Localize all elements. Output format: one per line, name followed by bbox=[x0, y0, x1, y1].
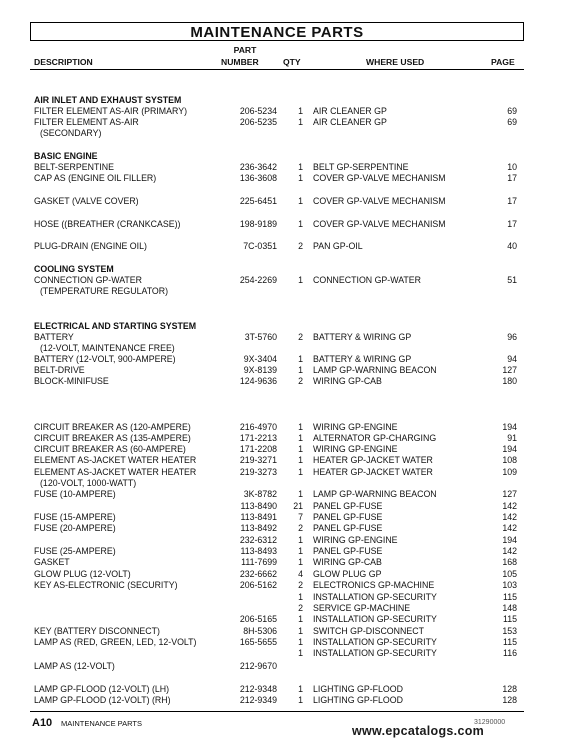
row-description: ELEMENT AS-JACKET WATER HEATER bbox=[34, 455, 197, 465]
table-row bbox=[0, 173, 564, 184]
row-page: 180 bbox=[502, 376, 517, 386]
row-part-number: 113-8493 bbox=[240, 546, 277, 556]
table-row bbox=[0, 648, 564, 659]
table-row bbox=[0, 117, 564, 128]
row-description: BATTERY bbox=[34, 332, 74, 342]
table-row bbox=[0, 343, 564, 354]
row-page: 17 bbox=[507, 196, 517, 206]
row-where-used: AIR CLEANER GP bbox=[313, 106, 387, 116]
row-page: 116 bbox=[502, 648, 517, 658]
row-where-used: LAMP GP-WARNING BEACON bbox=[313, 489, 437, 499]
row-qty: 1 bbox=[298, 489, 303, 499]
row-part-number: 225-6451 bbox=[239, 196, 277, 206]
row-where-used: PAN GP-OIL bbox=[313, 241, 363, 251]
table-row bbox=[0, 501, 564, 512]
row-description: KEY (BATTERY DISCONNECT) bbox=[34, 626, 160, 636]
row-description: COOLING SYSTEM bbox=[34, 264, 114, 274]
row-page: 115 bbox=[502, 614, 517, 624]
row-part-number: 206-5162 bbox=[239, 580, 277, 590]
table-row bbox=[0, 219, 564, 230]
row-page: 115 bbox=[502, 592, 517, 602]
row-part-number: 206-5165 bbox=[239, 614, 277, 624]
row-where-used: SERVICE GP-MACHINE bbox=[313, 603, 411, 613]
row-page: 127 bbox=[502, 489, 517, 499]
table-row bbox=[0, 569, 564, 580]
row-page: 69 bbox=[507, 106, 517, 116]
row-description: ELEMENT AS-JACKET WATER HEATER bbox=[34, 467, 197, 477]
row-description: (120-VOLT, 1000-WATT) bbox=[40, 478, 137, 488]
row-page: 108 bbox=[502, 455, 517, 465]
table-row bbox=[0, 422, 564, 433]
row-qty: 2 bbox=[298, 523, 303, 533]
section-heading bbox=[0, 95, 564, 106]
row-where-used: BATTERY & WIRING GP bbox=[313, 332, 412, 342]
header-qty: QTY bbox=[283, 57, 301, 67]
row-page: 128 bbox=[502, 684, 517, 694]
table-row bbox=[0, 695, 564, 706]
row-where-used: PANEL GP-FUSE bbox=[313, 512, 383, 522]
row-where-used: PANEL GP-FUSE bbox=[313, 501, 383, 511]
row-description: BELT-SERPENTINE bbox=[34, 162, 115, 172]
row-qty: 1 bbox=[298, 219, 303, 229]
table-row bbox=[0, 614, 564, 625]
row-part-number: 136-3608 bbox=[239, 173, 277, 183]
row-where-used: CONNECTION GP-WATER bbox=[313, 275, 422, 285]
row-qty: 7 bbox=[298, 512, 303, 522]
row-page: 94 bbox=[507, 354, 517, 364]
row-description: FUSE (10-AMPERE) bbox=[34, 489, 116, 499]
row-qty: 1 bbox=[298, 173, 303, 183]
row-qty: 1 bbox=[298, 444, 303, 454]
row-description: FUSE (25-AMPERE) bbox=[34, 546, 116, 556]
row-qty: 1 bbox=[298, 546, 303, 556]
row-where-used: SWITCH GP-DISCONNECT bbox=[313, 626, 424, 636]
row-page: 194 bbox=[502, 535, 517, 545]
row-where-used: GLOW PLUG GP bbox=[313, 569, 382, 579]
row-where-used: WIRING GP-ENGINE bbox=[313, 422, 398, 432]
row-qty: 2 bbox=[298, 580, 303, 590]
row-part-number: 3T-5760 bbox=[244, 332, 277, 342]
row-description: (SECONDARY) bbox=[40, 128, 102, 138]
row-qty: 1 bbox=[298, 117, 303, 127]
table-row bbox=[0, 661, 564, 672]
row-description: LAMP AS (12-VOLT) bbox=[34, 661, 115, 671]
table-row bbox=[0, 128, 564, 139]
section-heading bbox=[0, 151, 564, 162]
row-where-used: WIRING GP-ENGINE bbox=[313, 535, 398, 545]
table-row bbox=[0, 455, 564, 466]
row-qty: 1 bbox=[298, 433, 303, 443]
row-description: FILTER ELEMENT AS-AIR (PRIMARY) bbox=[34, 106, 187, 116]
row-qty: 1 bbox=[298, 695, 303, 705]
section-heading bbox=[0, 321, 564, 332]
table-row bbox=[0, 162, 564, 173]
table-row bbox=[0, 365, 564, 376]
table-row bbox=[0, 241, 564, 252]
row-qty: 1 bbox=[298, 106, 303, 116]
row-page: 105 bbox=[502, 569, 517, 579]
row-qty: 1 bbox=[298, 354, 303, 364]
row-part-number: 8H-5306 bbox=[243, 626, 277, 636]
header-page: PAGE bbox=[491, 57, 515, 67]
row-description: KEY AS-ELECTRONIC (SECURITY) bbox=[34, 580, 178, 590]
row-qty: 1 bbox=[298, 684, 303, 694]
row-where-used: ALTERNATOR GP-CHARGING bbox=[313, 433, 437, 443]
row-page: 51 bbox=[507, 275, 517, 285]
row-where-used: BELT GP-SERPENTINE bbox=[313, 162, 409, 172]
row-where-used: WIRING GP-ENGINE bbox=[313, 444, 398, 454]
table-row bbox=[0, 546, 564, 557]
row-page: 40 bbox=[507, 241, 517, 251]
row-where-used: WIRING GP-CAB bbox=[313, 376, 382, 386]
row-description: CIRCUIT BREAKER AS (60-AMPERE) bbox=[34, 444, 186, 454]
row-description: (TEMPERATURE REGULATOR) bbox=[40, 286, 169, 296]
row-part-number: 9X-8139 bbox=[243, 365, 277, 375]
row-description: (12-VOLT, MAINTENANCE FREE) bbox=[40, 343, 175, 353]
row-part-number: 206-5235 bbox=[239, 117, 277, 127]
row-qty: 4 bbox=[298, 569, 303, 579]
row-where-used: LIGHTING GP-FLOOD bbox=[313, 684, 403, 694]
table-row bbox=[0, 603, 564, 614]
row-description: AIR INLET AND EXHAUST SYSTEM bbox=[34, 95, 182, 105]
row-description: ELECTRICAL AND STARTING SYSTEM bbox=[34, 321, 197, 331]
row-description: GLOW PLUG (12-VOLT) bbox=[34, 569, 131, 579]
row-page: 10 bbox=[507, 162, 517, 172]
row-where-used: INSTALLATION GP-SECURITY bbox=[313, 637, 437, 647]
row-qty: 1 bbox=[298, 275, 303, 285]
row-description: LAMP GP-FLOOD (12-VOLT) (RH) bbox=[34, 695, 171, 705]
row-part-number: 3K-8782 bbox=[243, 489, 277, 499]
row-where-used: AIR CLEANER GP bbox=[313, 117, 387, 127]
row-description: CIRCUIT BREAKER AS (120-AMPERE) bbox=[34, 422, 191, 432]
footer-page-code: A10 bbox=[32, 717, 53, 729]
row-part-number: 171-2213 bbox=[239, 433, 277, 443]
row-page: 128 bbox=[502, 695, 517, 705]
row-part-number: 219-3273 bbox=[239, 467, 277, 477]
row-part-number: 113-8491 bbox=[240, 512, 277, 522]
table-row bbox=[0, 580, 564, 591]
row-where-used: WIRING GP-CAB bbox=[313, 557, 382, 567]
row-where-used: INSTALLATION GP-SECURITY bbox=[313, 614, 437, 624]
row-description: BLOCK-MINIFUSE bbox=[34, 376, 109, 386]
table-row bbox=[0, 512, 564, 523]
watermark: www.epcatalogs.com bbox=[352, 724, 485, 738]
row-part-number: 219-3271 bbox=[239, 455, 277, 465]
row-where-used: BATTERY & WIRING GP bbox=[313, 354, 412, 364]
table-row bbox=[0, 626, 564, 637]
row-part-number: 124-9636 bbox=[239, 376, 277, 386]
row-page: 91 bbox=[507, 433, 517, 443]
row-page: 142 bbox=[502, 546, 517, 556]
table-row bbox=[0, 376, 564, 387]
row-where-used: INSTALLATION GP-SECURITY bbox=[313, 592, 437, 602]
row-part-number: 206-5234 bbox=[239, 106, 277, 116]
row-qty: 1 bbox=[298, 365, 303, 375]
row-qty: 1 bbox=[298, 196, 303, 206]
row-page: 115 bbox=[502, 637, 517, 647]
row-part-number: 165-5655 bbox=[239, 637, 277, 647]
row-part-number: 232-6662 bbox=[239, 569, 277, 579]
row-part-number: 113-8490 bbox=[240, 501, 277, 511]
row-description: GASKET (VALVE COVER) bbox=[34, 196, 139, 206]
footer-label: MAINTENANCE PARTS bbox=[61, 719, 142, 728]
row-qty: 1 bbox=[298, 422, 303, 432]
row-qty: 1 bbox=[298, 557, 303, 567]
row-page: 103 bbox=[502, 580, 517, 590]
row-part-number: 254-2269 bbox=[239, 275, 277, 285]
row-part-number: 212-9670 bbox=[239, 661, 277, 671]
row-part-number: 7C-0351 bbox=[243, 241, 277, 251]
row-qty: 21 bbox=[293, 501, 303, 511]
row-page: 69 bbox=[507, 117, 517, 127]
row-description: BELT-DRIVE bbox=[34, 365, 85, 375]
table-row bbox=[0, 535, 564, 546]
row-where-used: HEATER GP-JACKET WATER bbox=[313, 467, 433, 477]
row-page: 109 bbox=[502, 467, 517, 477]
table-row bbox=[0, 433, 564, 444]
row-page: 194 bbox=[502, 444, 517, 454]
row-description: CAP AS (ENGINE OIL FILLER) bbox=[34, 173, 157, 183]
table-row bbox=[0, 332, 564, 343]
row-description: FILTER ELEMENT AS-AIR bbox=[34, 117, 139, 127]
row-page: 96 bbox=[507, 332, 517, 342]
row-part-number: 232-6312 bbox=[239, 535, 277, 545]
row-part-number: 212-9349 bbox=[239, 695, 277, 705]
row-page: 142 bbox=[502, 523, 517, 533]
row-qty: 1 bbox=[298, 592, 303, 602]
row-page: 142 bbox=[502, 512, 517, 522]
header-where-used: WHERE USED bbox=[366, 57, 425, 67]
row-page: 17 bbox=[507, 173, 517, 183]
row-qty: 1 bbox=[298, 455, 303, 465]
row-part-number: 9X-3404 bbox=[243, 354, 277, 364]
table-row bbox=[0, 557, 564, 568]
row-description: HOSE ((BREATHER (CRANKCASE)) bbox=[34, 219, 181, 229]
row-qty: 1 bbox=[298, 614, 303, 624]
row-part-number: 171-2208 bbox=[239, 444, 277, 454]
row-qty: 1 bbox=[298, 162, 303, 172]
footer-doc-number: 31290000 bbox=[474, 719, 506, 726]
row-where-used: COVER GP-VALVE MECHANISM bbox=[313, 196, 446, 206]
table-row bbox=[0, 444, 564, 455]
row-page: 142 bbox=[502, 501, 517, 511]
row-qty: 1 bbox=[298, 637, 303, 647]
header-part-number: NUMBER bbox=[221, 57, 259, 67]
row-description: CIRCUIT BREAKER AS (135-AMPERE) bbox=[34, 433, 191, 443]
row-page: 127 bbox=[502, 365, 517, 375]
table-row bbox=[0, 523, 564, 534]
row-description: CONNECTION GP-WATER bbox=[34, 275, 143, 285]
section-heading bbox=[0, 264, 564, 275]
row-page: 194 bbox=[502, 422, 517, 432]
table-row bbox=[0, 489, 564, 500]
row-where-used: LAMP GP-WARNING BEACON bbox=[313, 365, 437, 375]
row-qty: 2 bbox=[298, 241, 303, 251]
row-description: LAMP GP-FLOOD (12-VOLT) (LH) bbox=[34, 684, 170, 694]
row-part-number: 236-3642 bbox=[239, 162, 277, 172]
row-qty: 1 bbox=[298, 648, 303, 658]
table-row bbox=[0, 354, 564, 365]
row-where-used: PANEL GP-FUSE bbox=[313, 546, 383, 556]
row-qty: 1 bbox=[298, 467, 303, 477]
row-where-used: PANEL GP-FUSE bbox=[313, 523, 383, 533]
row-qty: 2 bbox=[298, 603, 303, 613]
row-part-number: 212-9348 bbox=[239, 684, 277, 694]
row-where-used: INSTALLATION GP-SECURITY bbox=[313, 648, 437, 658]
row-part-number: 113-8492 bbox=[240, 523, 277, 533]
header-part-line1: PART bbox=[233, 45, 257, 55]
table-row bbox=[0, 196, 564, 207]
row-page: 148 bbox=[502, 603, 517, 613]
row-part-number: 198-9189 bbox=[239, 219, 277, 229]
row-description: BATTERY (12-VOLT, 900-AMPERE) bbox=[34, 354, 176, 364]
row-description: GASKET bbox=[34, 557, 70, 567]
page-title: MAINTENANCE PARTS bbox=[30, 22, 524, 41]
row-part-number: 216-4970 bbox=[239, 422, 277, 432]
row-where-used: HEATER GP-JACKET WATER bbox=[313, 455, 433, 465]
row-description: FUSE (15-AMPERE) bbox=[34, 512, 116, 522]
table-row bbox=[0, 467, 564, 478]
row-description: BASIC ENGINE bbox=[34, 151, 98, 161]
table-row bbox=[0, 684, 564, 695]
row-page: 168 bbox=[502, 557, 517, 567]
row-where-used: LIGHTING GP-FLOOD bbox=[313, 695, 403, 705]
row-description: FUSE (20-AMPERE) bbox=[34, 523, 116, 533]
header-description: DESCRIPTION bbox=[34, 57, 93, 67]
row-description: LAMP AS (RED, GREEN, LED, 12-VOLT) bbox=[34, 637, 197, 647]
table-row bbox=[0, 286, 564, 297]
row-qty: 2 bbox=[298, 332, 303, 342]
table-row bbox=[0, 592, 564, 603]
table-row bbox=[0, 637, 564, 648]
table-row bbox=[0, 106, 564, 117]
footer-rule bbox=[30, 711, 524, 712]
row-page: 153 bbox=[502, 626, 517, 636]
row-part-number: 111-7699 bbox=[241, 557, 277, 567]
row-qty: 1 bbox=[298, 535, 303, 545]
table-row bbox=[0, 478, 564, 489]
row-where-used: ELECTRONICS GP-MACHINE bbox=[313, 580, 435, 590]
row-qty: 2 bbox=[298, 376, 303, 386]
row-where-used: COVER GP-VALVE MECHANISM bbox=[313, 173, 446, 183]
row-qty: 1 bbox=[298, 626, 303, 636]
row-description: PLUG-DRAIN (ENGINE OIL) bbox=[34, 241, 147, 251]
table-row bbox=[0, 275, 564, 286]
row-page: 17 bbox=[507, 219, 517, 229]
row-where-used: COVER GP-VALVE MECHANISM bbox=[313, 219, 446, 229]
